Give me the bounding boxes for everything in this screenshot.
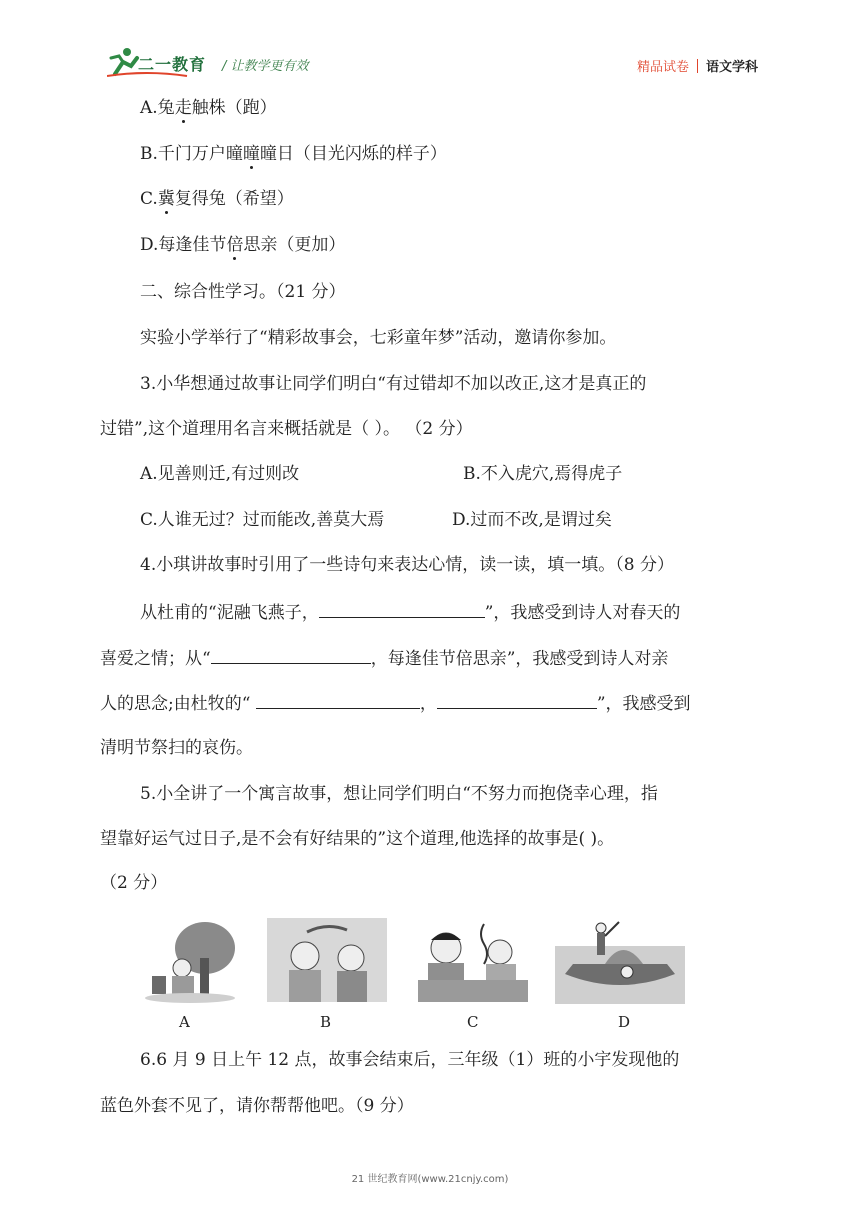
answer-blank[interactable] (437, 690, 597, 709)
q3-option-d: D.过而不改,是谓过矣 (452, 510, 612, 530)
image-label-c: C (467, 1013, 479, 1031)
page-footer: 21 世纪教育网(www.21cnjy.com) (351, 1174, 509, 1185)
q5-line2: 望靠好运气过日子,是不会有好结果的”这个道理,他选择的故事是( )。 (100, 829, 615, 849)
q6-line1: 6.6 月 9 日上午 12 点，故事会结束后，三年级（1）班的小宇发现他的 (140, 1050, 680, 1070)
option-b: B.千门万户曈曈曈日（目光闪烁的样子） (140, 144, 447, 164)
q3-option-b: B.不入虎穴,焉得虎子 (463, 464, 623, 484)
story-image-b (267, 918, 387, 1002)
option-d: D.每逢佳节倍思亲（更加） (140, 235, 346, 255)
image-label-a: A (179, 1013, 190, 1031)
story-image-d (555, 916, 685, 1006)
q5-line3: （2 分） (100, 873, 168, 893)
answer-blank[interactable] (319, 599, 485, 618)
q4-line4: 人的思念;由杜牧的“ ， ”，我感受到 (100, 690, 691, 716)
header-separator (697, 59, 698, 73)
image-label-d: D (618, 1013, 631, 1031)
q3-line1: 3.小华想通过故事让同学们明白“有过错却不加以改正,这才是真正的 (140, 374, 647, 394)
story-image-a (140, 918, 240, 1004)
intro-text: 实验小学举行了“精彩故事会，七彩童年梦”活动，邀请你参加。 (140, 328, 617, 348)
slogan: / 让教学更有效 (222, 59, 309, 74)
option-a: A.兔走触株（跑） (140, 98, 277, 118)
q4-line5: 清明节祭扫的哀伤。 (100, 738, 253, 758)
subject-label: 语文学科 (705, 60, 758, 75)
q6-line2: 蓝色外套不见了，请你帮帮他吧。（9 分） (100, 1096, 414, 1116)
q4-line1: 4.小琪讲故事时引用了一些诗句来表达心情，读一读，填一填。（8 分） (140, 555, 674, 575)
story-image-c (418, 918, 528, 1004)
q3-option-c: C.人谁无过？过而能改,善莫大焉 (140, 510, 385, 530)
q5-line1: 5.小全讲了一个寓言故事，想让同学们明白“不努力而抱侥幸心理，指 (140, 784, 658, 804)
brand-label: 精品试卷 (636, 60, 689, 75)
option-c: C.冀复得兔（希望） (140, 189, 294, 209)
answer-blank[interactable] (211, 645, 371, 664)
q3-line2: 过错”,这个道理用名言来概括就是（ ）。 （2 分） (100, 419, 473, 439)
header-right (637, 56, 758, 75)
image-label-b: B (320, 1013, 332, 1031)
answer-blank[interactable] (256, 690, 420, 709)
q4-line3: 喜爱之情；从“ ，每逢佳节倍思亲”，我感受到诗人对亲 (100, 645, 668, 671)
q3-option-a: A.见善则迁,有过则改 (140, 464, 300, 484)
logo-text: 二一教育 (138, 55, 207, 74)
q4-line2: 从杜甫的“泥融飞燕子， ”，我感受到诗人对春天的 (140, 599, 680, 625)
section-heading: 二、综合性学习。（21 分） (140, 282, 346, 302)
page-header (0, 0, 860, 90)
